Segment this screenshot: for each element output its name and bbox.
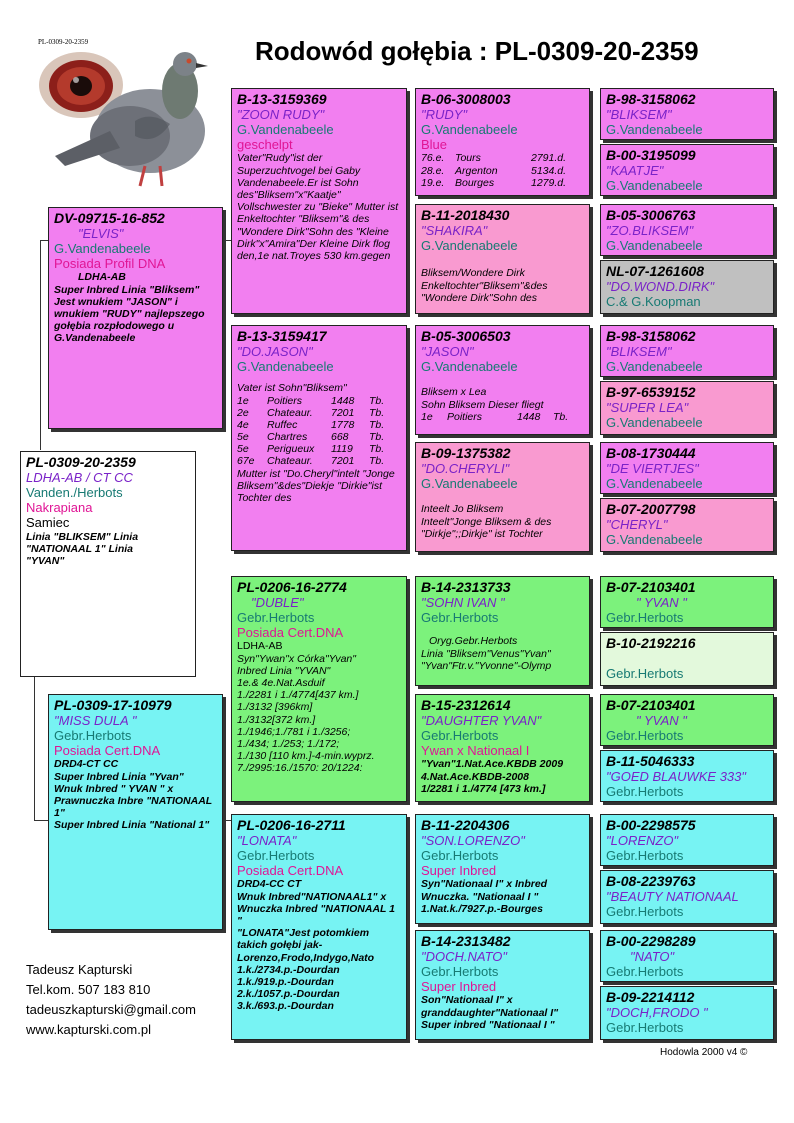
mmm-card [415, 930, 590, 1040]
mf-dna: Posiada Cert.DNA [237, 625, 344, 641]
mf-breeder: Gebr.Herbots [237, 610, 315, 626]
g8-card [600, 498, 774, 552]
mf-note: 1./3132[372 km.] [237, 713, 316, 726]
ffm-breeder: G.Vandenabeele [421, 238, 518, 254]
g-breeder: G.Vandenabeele [606, 359, 703, 375]
fmm-breeder: G.Vandenabeele [421, 476, 518, 492]
subject-type: Nakrapiana [26, 500, 93, 516]
fff-name: "RUDY" [421, 107, 468, 123]
g-name: "BLIKSEM" [606, 107, 672, 123]
mother-ring: PL-0309-17-10979 [54, 697, 172, 713]
fff-card [415, 88, 590, 196]
mmm-ring: B-14-2313482 [421, 933, 511, 949]
mff-breeder: Gebr.Herbots [421, 610, 499, 626]
g-name: "GOED BLAUWKE 333" [606, 769, 746, 785]
fmm-note: Inteelt Jo Bliksem [421, 503, 504, 516]
g-breeder: G.Vandenabeele [606, 532, 703, 548]
g-ring: B-00-2298289 [606, 933, 696, 949]
mmf-breeder: Gebr.Herbots [421, 848, 499, 864]
mf-note: Syn"Ywan"x Córka"Yvan" [237, 652, 356, 665]
mother-dna: Posiada Cert.DNA [54, 743, 161, 759]
g-ring: B-08-1730444 [606, 445, 696, 461]
mff-note: "Yvan"Ftr.v."Yvonne"-Olymp [421, 659, 552, 672]
connector-line [34, 676, 35, 821]
subject-lines: Linia "BLIKSEM" Linia "NATIONAAL 1" Linia "YVAN" [26, 530, 139, 567]
mff-note: Linia "Bliksem"Venus"Yvan" [421, 647, 551, 660]
father-card [48, 207, 223, 429]
connector-line [40, 240, 48, 241]
mf-note: Inbred Linia "YVAN" [237, 664, 331, 677]
mfm-ring: B-15-2312614 [421, 697, 511, 713]
result-row: 5e Perigueux 1119 Tb. [237, 443, 385, 456]
mf-ring: PL-0206-16-2774 [237, 579, 347, 595]
g-ring: B-07-2007798 [606, 501, 696, 517]
fm-name: "DO.JASON" [237, 344, 313, 360]
g-name: "DOCH,FRODO " [606, 1005, 708, 1021]
ffm-notes: Bliksem/Wondere Dirk Enkeltochter"Bliksem"&des "Wondere Dirk"Sohn des [421, 267, 548, 304]
subject-ring: PL-0309-20-2359 [26, 454, 136, 470]
result-row: 28.e. Argenton 5134.d. [421, 164, 567, 177]
ff-card [231, 88, 407, 314]
connector-line [223, 240, 231, 241]
g-ring: B-07-2103401 [606, 579, 696, 595]
g-name: " YVAN " [636, 595, 687, 611]
mmf-note: Syn"Nationaal I" x Inbred Wnuczka. "Nationaal I " [421, 878, 548, 903]
fff-color: Blue [421, 137, 448, 153]
ffm-ring: B-11-2018430 [421, 207, 510, 223]
father-breeder: G.Vandenabeele [54, 241, 151, 257]
mm-ring: PL-0206-16-2711 [237, 817, 346, 833]
mfm-note: "Yvan"1.Nat.Ace.KBDB 2009 [421, 758, 564, 771]
mff-ring: B-14-2313733 [421, 579, 511, 595]
mff-card [415, 576, 590, 686]
fmf-name: "JASON" [421, 344, 474, 360]
mm-note: 2.k./1057.p.-Dourdan [237, 988, 340, 1001]
mmm-note: Son"Nationaal I" x granddaughter"Nationaal I" [421, 994, 559, 1019]
g5-card [600, 325, 774, 377]
father-ring: DV-09715-16-852 [54, 210, 165, 226]
mmm-name: "DOCH.NATO" [421, 949, 508, 965]
result-row: 1e Poitiers 1448 Tb. [421, 410, 569, 423]
photo-ring-label: PL-0309-20-2359 [38, 38, 89, 46]
mff-note: Oryg.Gebr.Herbots [429, 635, 518, 648]
g-name: "SUPER LEA" [606, 400, 689, 416]
page-title: Rodowód gołębia : PL-0309-20-2359 [255, 36, 699, 66]
fmf-note: Sohn Bliksem Dieser fliegt [421, 398, 544, 411]
mm-note: "LONATA"Jest potomkiem takich gołębi jak-Lorenzo,Frodo,Indygo,Nato [237, 927, 375, 964]
g3-card [600, 204, 774, 256]
subject-genotype: LDHA-AB / CT CC [26, 470, 133, 486]
contact-name: Tadeusz Kapturski [26, 962, 133, 977]
g-name: "DE VIERTJES" [606, 461, 699, 477]
g2-card [600, 144, 774, 196]
mf-card [231, 576, 407, 802]
mfm-breeder: Gebr.Herbots [421, 728, 499, 744]
mmf-card [415, 814, 590, 924]
connector-line [223, 820, 231, 821]
fmf-note: Bliksem x Lea [421, 386, 487, 399]
result-row: 4e Ruffec 1778 Tb. [237, 418, 385, 431]
ffm-card [415, 204, 590, 314]
g4-card [600, 260, 774, 314]
fmm-note: Inteelt"Jonge Bliksem & des "Dirkje";;Dirkje" ist Tochter [421, 515, 552, 540]
mmm-tag: Super Inbred [421, 979, 497, 995]
contact-phone: Tel.kom. 507 183 810 [26, 982, 151, 997]
father-note: Super Inbred Linia "Bliksem" [54, 283, 200, 296]
mf-note: 1e.& 4e.Nat.Asduif [237, 676, 325, 689]
fmf-breeder: G.Vandenabeele [421, 359, 518, 375]
mm-name: "LONATA" [237, 833, 297, 849]
mother-note: Wnuk Inbred " YVAN " x Prawnuczka Inbre "NATIONAAL 1" [54, 782, 213, 820]
fm-intro: Vater ist Sohn"Bliksem" [237, 382, 347, 395]
mfm-note: 1/2281 i 1./4774 [473 km.] [421, 782, 546, 795]
fmm-ring: B-09-1375382 [421, 445, 511, 461]
father-note: Jest wnukiem "JASON" i wnukiem "RUDY" najlepszego gołębia rozpłodowego u G.Vandenabeele [54, 295, 205, 345]
result-row: 2e Chateaur. 7201 Tb. [237, 406, 385, 419]
mm-note: Wnuk Inbred"NATIONAAL1" x Wnuczka Inbred "NATIONAAL 1 " [237, 890, 396, 927]
g-name: "CHERYL" [606, 517, 668, 533]
contact-website[interactable]: www.kapturski.com.pl [26, 1022, 151, 1037]
g6-card [600, 381, 774, 435]
subject-card [20, 451, 196, 677]
connector-line [34, 820, 48, 821]
mm-note: 1.k./2734.p.-Dourdan [237, 963, 340, 976]
g-name: " YVAN " [636, 713, 687, 729]
g-ring: B-09-2214112 [606, 989, 695, 1005]
mmm-note: Super inbred "Nationaal I " [421, 1018, 555, 1031]
fm-notes: Mutter ist "Do.Cheryl"intelt "Jonge Bliksem"&des"Diekje "Dirkie"ist Tochter des [237, 467, 395, 504]
mf-note: 1./1946;1./781 i 1./3256; [237, 725, 351, 738]
g-ring: B-05-3006763 [606, 207, 696, 223]
g9-card [600, 576, 774, 628]
fff-ring: B-06-3008003 [421, 91, 511, 107]
mf-name: "DUBLE" [251, 595, 304, 611]
mm-note: DRD4-CC CT [237, 878, 302, 891]
g-breeder: Gebr.Herbots [606, 904, 684, 920]
mother-name: "MISS DULA " [54, 713, 137, 729]
fmm-name: "DO.CHERYLI" [421, 461, 510, 477]
g-name: "ZO.BLIKSEM" [606, 223, 694, 239]
g-breeder: G.Vandenabeele [606, 476, 703, 492]
fmm-card [415, 442, 590, 552]
mm-breeder: Gebr.Herbots [237, 848, 315, 864]
result-row: 76.e. Tours 2791.d. [421, 152, 567, 165]
connector-line [40, 240, 41, 450]
g16-card [600, 986, 774, 1040]
g-breeder: Gebr.Herbots [606, 784, 684, 800]
g-breeder: G.Vandenabeele [606, 238, 703, 254]
mm-note: 1.k./919.p.-Dourdan [237, 975, 334, 988]
fmf-ring: B-05-3006503 [421, 328, 511, 344]
g-name: "DO.WOND.DIRK" [606, 279, 715, 295]
ff-ring: B-13-3159369 [237, 91, 327, 107]
mother-card [48, 694, 223, 930]
result-row: 1e Poitiers 1448 Tb. [237, 394, 385, 407]
g-ring: B-10-2192216 [606, 635, 696, 651]
mmf-ring: B-11-2204306 [421, 817, 510, 833]
mf-note: 1./2281 i 1./4774[437 km.] [237, 689, 359, 702]
g-breeder: Gebr.Herbots [606, 728, 684, 744]
g10-card [600, 632, 774, 686]
mmf-tag: Super Inbred [421, 863, 497, 879]
g-breeder: Gebr.Herbots [606, 964, 684, 980]
mmf-note: 1.Nat.k./7927.p.-Bourges [421, 902, 543, 915]
g14-card [600, 870, 774, 924]
g-name: "BLIKSEM" [606, 344, 672, 360]
g7-card [600, 442, 774, 494]
mmm-breeder: Gebr.Herbots [421, 964, 499, 980]
fm-breeder: G.Vandenabeele [237, 359, 334, 375]
subject-sex: Samiec [26, 515, 70, 531]
pigeon-photo [40, 36, 220, 196]
father-dna: Posiada Profil DNA [54, 256, 166, 272]
mfm-cross: Ywan x Nationaal I [421, 743, 530, 759]
g-ring: B-00-3195099 [606, 147, 696, 163]
g-breeder: C.& G.Koopman [606, 294, 701, 310]
g-breeder: Gebr.Herbots [606, 666, 684, 682]
mmf-name: "SON.LORENZO" [421, 833, 525, 849]
g-ring: B-08-2239763 [606, 873, 696, 889]
g-name: "LORENZO" [606, 833, 679, 849]
g-breeder: Gebr.Herbots [606, 1020, 684, 1036]
fm-results [237, 395, 401, 468]
mother-note: DRD4-CT CC [54, 758, 119, 771]
g-breeder: Gebr.Herbots [606, 848, 684, 864]
footer-version: Hodowla 2000 v4 © [660, 1047, 748, 1058]
g1-card [600, 88, 774, 140]
mf-note: 1./130 [110 km.]-4-min.wyprz. [237, 750, 375, 763]
contact-email[interactable]: tadeuszkapturski@gmail.com [26, 1002, 196, 1017]
result-row: 67e Chateaur. 7201 Tb. [237, 455, 385, 468]
g-breeder: G.Vandenabeele [606, 415, 703, 431]
g-name [606, 651, 768, 666]
g-ring: B-98-3158062 [606, 91, 696, 107]
mm-card [231, 814, 407, 1040]
mm-dna: Posiada Cert.DNA [237, 863, 344, 879]
g-ring: B-97-6539152 [606, 384, 696, 400]
ffm-name: "SHAKIRA" [421, 223, 488, 239]
ff-name: "ZOON RUDY" [237, 107, 325, 123]
fff-breeder: G.Vandenabeele [421, 122, 518, 138]
g-breeder: G.Vandenabeele [606, 178, 703, 194]
mff-name: "SOHN IVAN " [421, 595, 505, 611]
g-name: "NATO" [630, 949, 675, 965]
fm-card [231, 325, 407, 551]
ff-notes: Vater"Rudy"ist der Superzuchtvogel bei Gaby Vandenabeele.Er ist Sohn des"Bliksem"x"Kaatje" Vollschwester zu "Bieke" Mutter ist Enkeltochter "Bliksem"& des "Wondere Dirk"Sohn des "Kleine Dirk"x"Amira"Der Kleine Dirk flog den,1e nat.Troyes 530 km.gegen [237, 152, 399, 262]
mother-note: Super Inbred Linia "National 1" [54, 819, 210, 832]
mfm-card [415, 694, 590, 802]
g15-card [600, 930, 774, 982]
ff-breeder: G.Vandenabeele [237, 122, 334, 138]
mf-note: 1./434; 1./253; 1./172; [237, 737, 340, 750]
mm-note: 3.k./693.p.-Dourdan [237, 1000, 334, 1013]
subject-breeder: Vanden./Herbots [26, 485, 123, 501]
result-row: 19.e. Bourges 1279.d. [421, 176, 567, 189]
g-breeder: Gebr.Herbots [606, 610, 684, 626]
g-ring: B-98-3158062 [606, 328, 696, 344]
mother-note: Super Inbred Linia "Yvan" [54, 770, 184, 783]
mfm-name: "DAUGHTER YVAN" [421, 713, 542, 729]
g-breeder: G.Vandenabeele [606, 122, 703, 138]
g11-card [600, 694, 774, 746]
g-name: "BEAUTY NATIONAAL [606, 889, 739, 905]
mother-breeder: Gebr.Herbots [54, 728, 132, 744]
mfm-note: 4.Nat.Ace.KBDB-2008 [421, 770, 529, 783]
fmf-card [415, 325, 590, 435]
fm-ring: B-13-3159417 [237, 328, 327, 344]
g-ring: B-11-5046333 [606, 753, 695, 769]
g13-card [600, 814, 774, 866]
g12-card [600, 750, 774, 802]
father-genotype: LDHA-AB [78, 271, 126, 284]
father-name: "ELVIS" [78, 226, 124, 242]
mf-genotype: LDHA-AB [237, 640, 283, 653]
g-ring: NL-07-1261608 [606, 263, 705, 279]
g-name: "KAATJE" [606, 163, 664, 179]
mf-note: 1./3132 [396km] [237, 701, 313, 714]
result-row: 5e Chartres 668 Tb. [237, 431, 385, 444]
ff-color: geschelpt [237, 137, 293, 153]
g-ring: B-07-2103401 [606, 697, 696, 713]
g-ring: B-00-2298575 [606, 817, 696, 833]
mf-note: 7./2995:16./1570: 20/1224: [237, 762, 363, 775]
